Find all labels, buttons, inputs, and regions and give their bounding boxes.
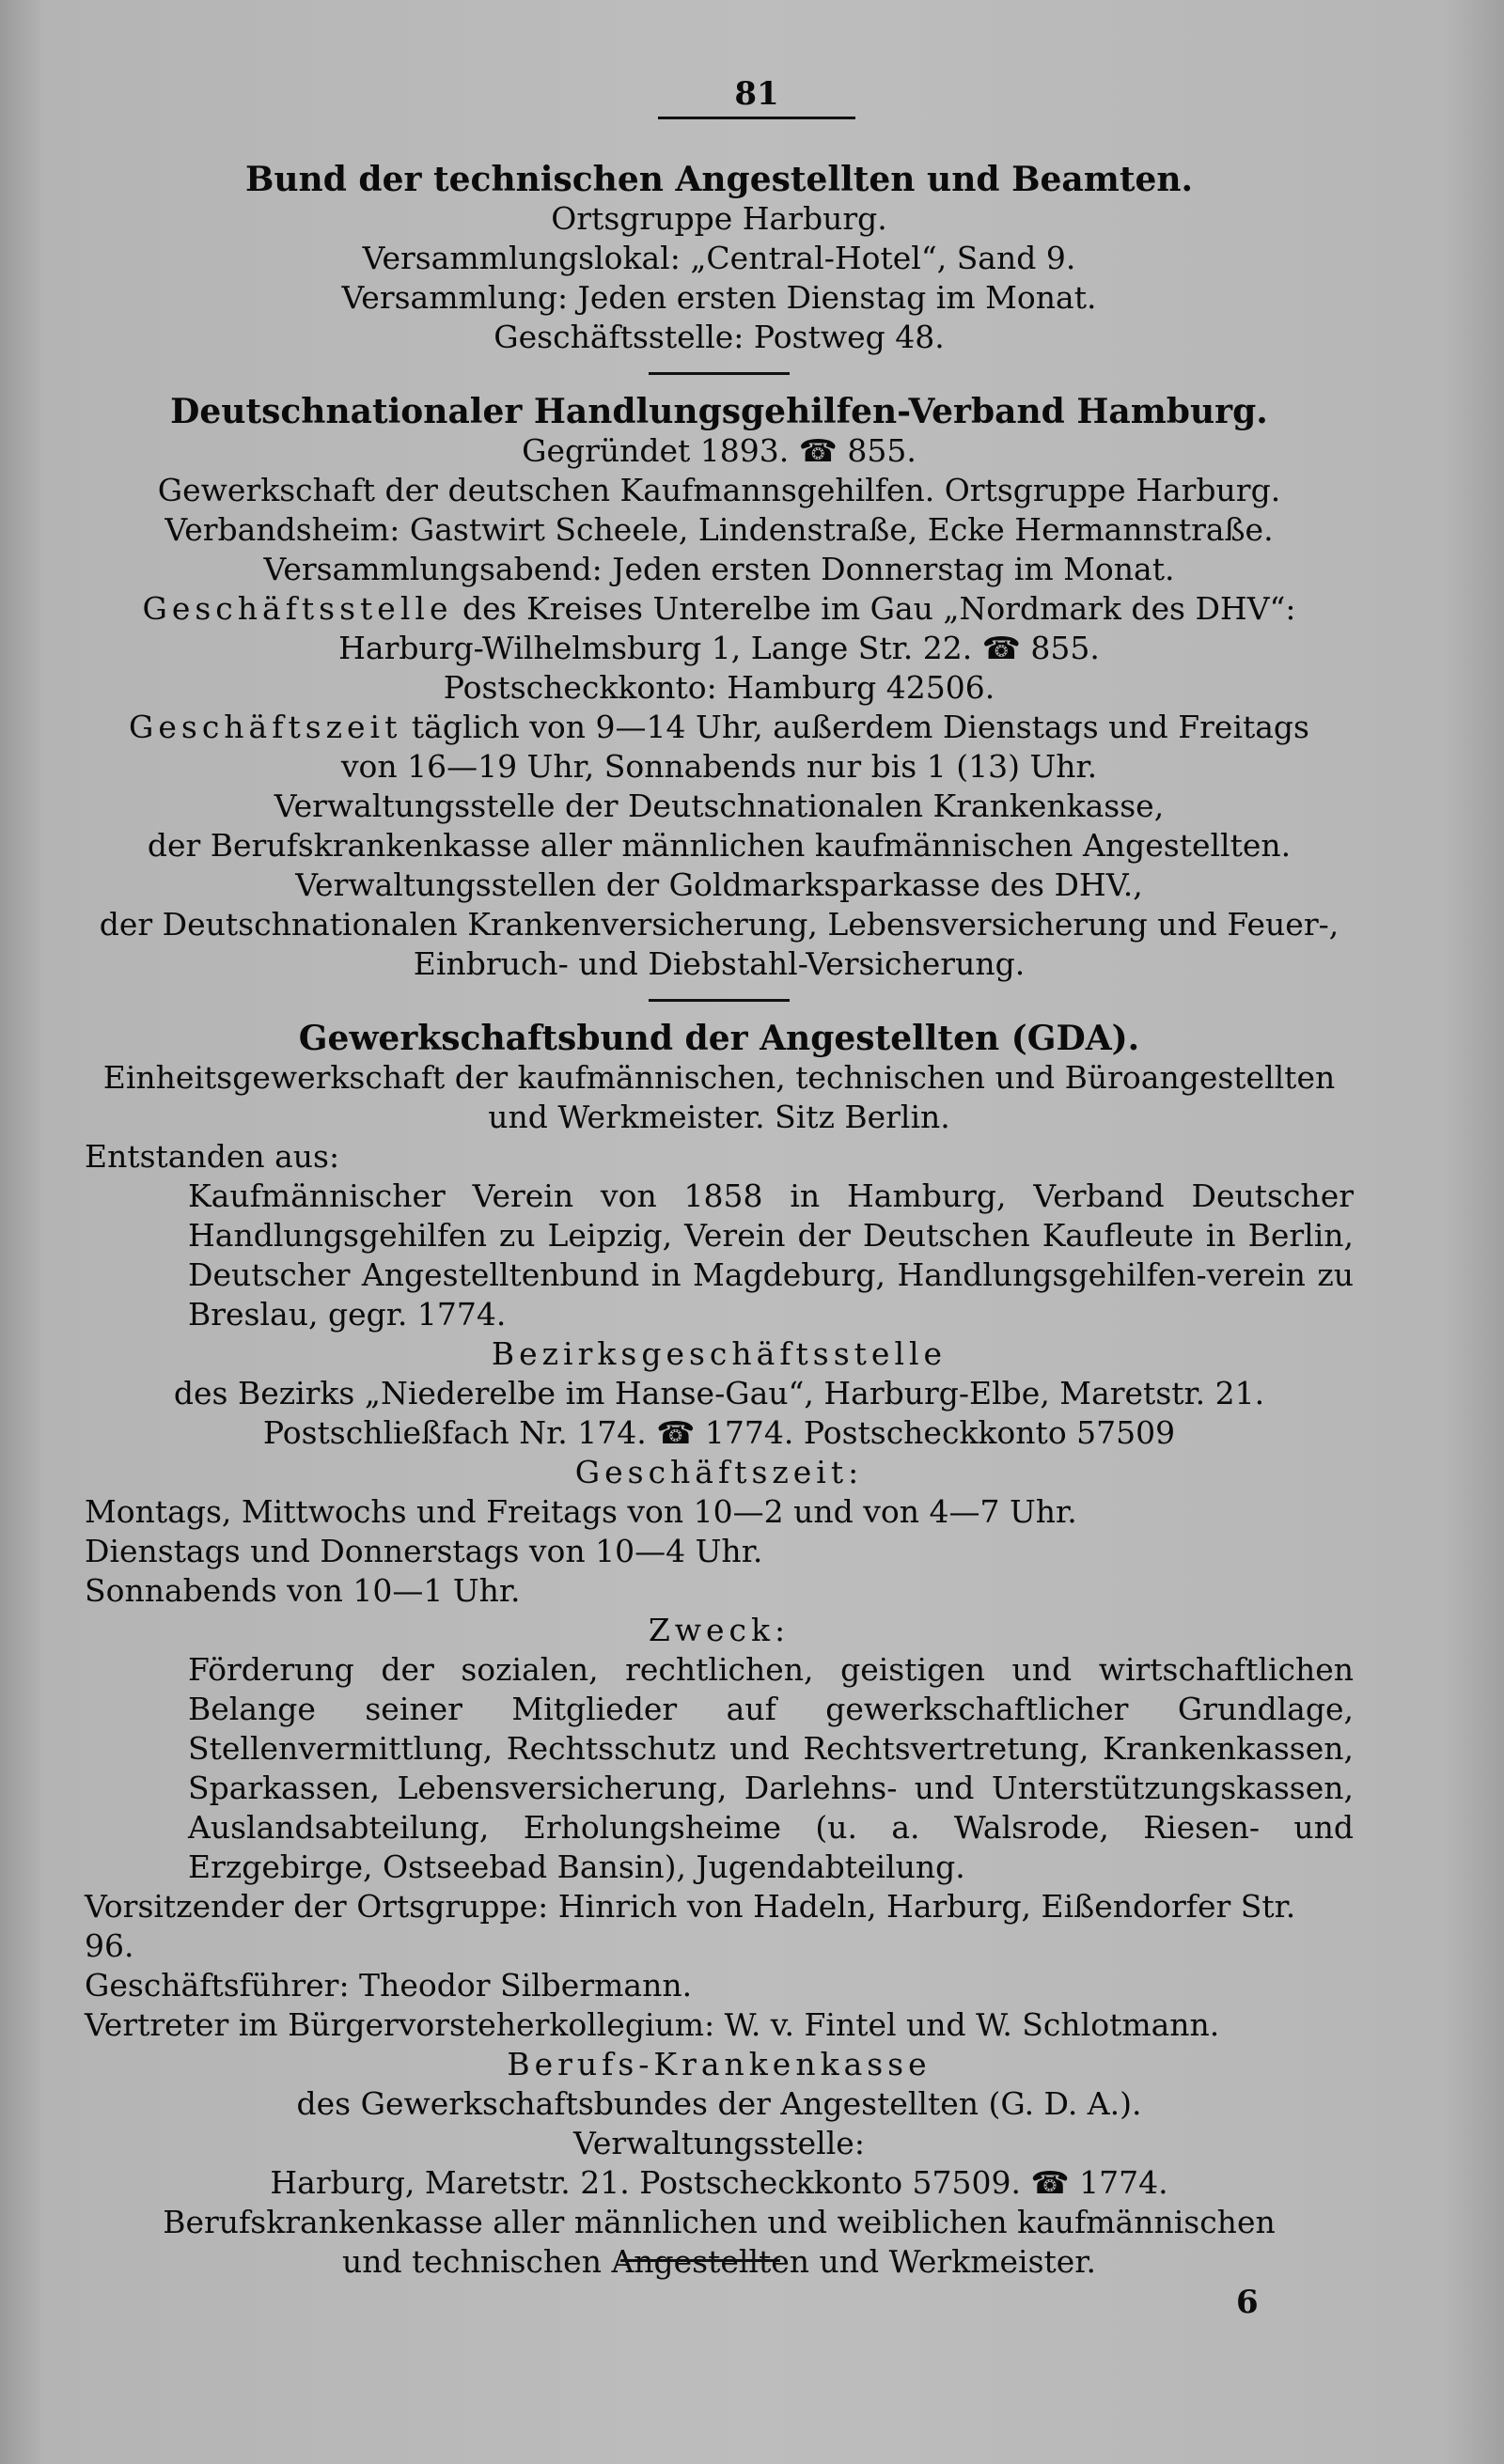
telephone-icon: ☎ — [981, 630, 1021, 666]
text-line: Verwaltungsstellen der Goldmarksparkasse des DHV., — [295, 866, 1143, 903]
text-line — [85, 629, 1354, 668]
text-line: Entstanden aus: — [85, 1138, 340, 1175]
postscheck-text: Postscheckkonto 57509 — [803, 1414, 1176, 1451]
section-title: Deutschnationaler Handlungsgehilfen-Verband Hamburg. — [170, 392, 1268, 431]
subheading: Berufs-Krankenkasse — [507, 2046, 932, 2082]
text-line: und Werkmeister. Sitz Berlin. — [488, 1099, 950, 1135]
phone-number: 855. — [1030, 630, 1100, 666]
text-line: Sonnabends von 10—1 Uhr. — [85, 1572, 521, 1609]
page-number: 81 — [658, 75, 855, 119]
paragraph: Kaufmännischer Verein von 1858 in Hamburg, Verband Deutscher Handlungsgehilfen zu Leipzig, Verein der Deutschen Kaufleute in Berlin, Deutscher Angestelltenbund in Magdeburg, Handlungsgehilfen-verein zu Breslau, gegr. 1774. — [188, 1177, 1354, 1333]
text-line: von 16—19 Uhr, Sonnabends nur bis 1 (13) Uhr. — [340, 748, 1098, 785]
text-line: Einbruch- und Diebstahl-Versicherung. — [413, 945, 1026, 982]
phone-number: 855. — [847, 432, 916, 469]
text-line: Postscheckkonto: Hamburg 42506. — [443, 669, 995, 706]
section-btab — [85, 160, 1354, 357]
text-line: Vertreter im Bürgervorsteherkollegium: W. v. Fintel und W. Schlotmann. — [85, 2006, 1220, 2043]
text-line: Dienstags und Donnerstags von 10—4 Uhr. — [85, 1533, 763, 1569]
text-line — [85, 2163, 1354, 2203]
telephone-icon: ☎ — [798, 432, 838, 469]
text-line: Gewerkschaft der deutschen Kaufmannsgehilfen. Ortsgruppe Harburg. — [157, 472, 1281, 508]
section-title: Bund der technischen Angestellten und Beamten. — [244, 160, 1194, 199]
text-line — [85, 708, 1354, 747]
founded-text: Gegründet 1893. — [522, 432, 790, 469]
gs-text: des Kreises Unterelbe im Gau „Nordmark des DHV“: — [452, 590, 1296, 627]
signature-number: 6 — [1236, 2284, 1259, 2321]
gz-label: Geschäftszeit — [129, 709, 402, 745]
gs-address: Harburg-Wilhelmsburg 1, Lange Str. 22. — [338, 630, 973, 666]
text-line: Montags, Mittwochs und Freitags von 10—2 und von 4—7 Uhr. — [85, 1493, 1077, 1530]
text-line: des Bezirks „Niederelbe im Hanse-Gau“, Harburg-Elbe, Maretstr. 21. — [173, 1375, 1265, 1411]
divider — [649, 999, 790, 1002]
text-line: und technischen Angestellten und Werkmeister. — [342, 2243, 1096, 2280]
text-line: Einheitsgewerkschaft der kaufmännischen, technischen und Büroangestellten — [102, 1059, 1336, 1096]
text-line: der Deutschnationalen Krankenversicherung, Lebensversicherung und Feuer-, — [99, 906, 1340, 943]
subheading: Zweck: — [648, 1612, 791, 1648]
text-line: Ortsgruppe Harburg. — [551, 200, 887, 237]
subheading: Verwaltungsstelle: — [573, 2125, 865, 2161]
text-line — [85, 589, 1354, 629]
text-line: Berufskrankenkasse aller männlichen und weiblichen kaufmännischen — [163, 2204, 1276, 2240]
address-text: Harburg, Maretstr. 21. Postscheckkonto 57509. — [270, 2164, 1022, 2201]
subheading: Bezirksgeschäftsstelle — [491, 1335, 948, 1372]
section-title: Gewerkschaftsbund der Angestellten (GDA). — [298, 1019, 1140, 1058]
text-line: Versammlungslokal: „Central-Hotel“, Sand 9. — [362, 240, 1076, 276]
text-line: Verbandsheim: Gastwirt Scheele, Lindenstraße, Ecke Hermannstraße. — [164, 511, 1274, 548]
section-dhv — [85, 392, 1354, 984]
text-line: Versammlung: Jeden ersten Dienstag im Monat. — [341, 279, 1097, 316]
text-line: Geschäftsstelle: Postweg 48. — [494, 319, 945, 355]
gz-text: täglich von 9—14 Uhr, außerdem Dienstags und Freitags — [401, 709, 1309, 745]
text-line: Versammlungsabend: Jeden ersten Donnerstag im Monat. — [263, 551, 1175, 587]
postfach-text: Postschließfach Nr. 174. — [262, 1414, 647, 1451]
text-line: Geschäftsführer: Theodor Silbermann. — [85, 1967, 693, 2004]
footer-divider — [620, 2259, 780, 2262]
text-line — [85, 1413, 1354, 1453]
text-line: Vorsitzender der Ortsgruppe: Hinrich von Hadeln, Harburg, Eißendorfer Str. 96. — [85, 1888, 1296, 1964]
subheading: Geschäftszeit: — [574, 1454, 864, 1490]
paragraph: Förderung der sozialen, rechtlichen, geistigen und wirtschaftlichen Belange seiner Mitglieder auf gewerkschaftlicher Grundlage, Stellenvermittlung, Rechtsschutz und Rechtsvertretung, Krankenkassen, Sparkassen, Lebensversicherung, Darlehns- und Unterstützungskassen, Auslandsabteilung, Erholungsheime (u. a. Walsrode, Riesen- und Erzgebirge, Ostseebad Bansin), Jugendabteilung. — [188, 1651, 1354, 1885]
gs-label: Geschäftsstelle — [142, 590, 453, 627]
phone-number: 1774. — [704, 1414, 794, 1451]
section-gda — [85, 1019, 1354, 2282]
phone-number: 1774. — [1079, 2164, 1168, 2201]
telephone-icon: ☎ — [656, 1414, 696, 1451]
page-content — [85, 160, 1354, 2282]
text-line: der Berufskrankenkasse aller männlichen kaufmännischen Angestellten. — [147, 827, 1292, 864]
telephone-icon: ☎ — [1030, 2164, 1070, 2201]
text-line: des Gewerkschaftsbundes der Angestellten (G. D. A.). — [296, 2085, 1142, 2122]
divider — [649, 372, 790, 375]
text-line: Verwaltungsstelle der Deutschnationalen Krankenkasse, — [274, 788, 1165, 824]
text-line — [85, 431, 1354, 471]
